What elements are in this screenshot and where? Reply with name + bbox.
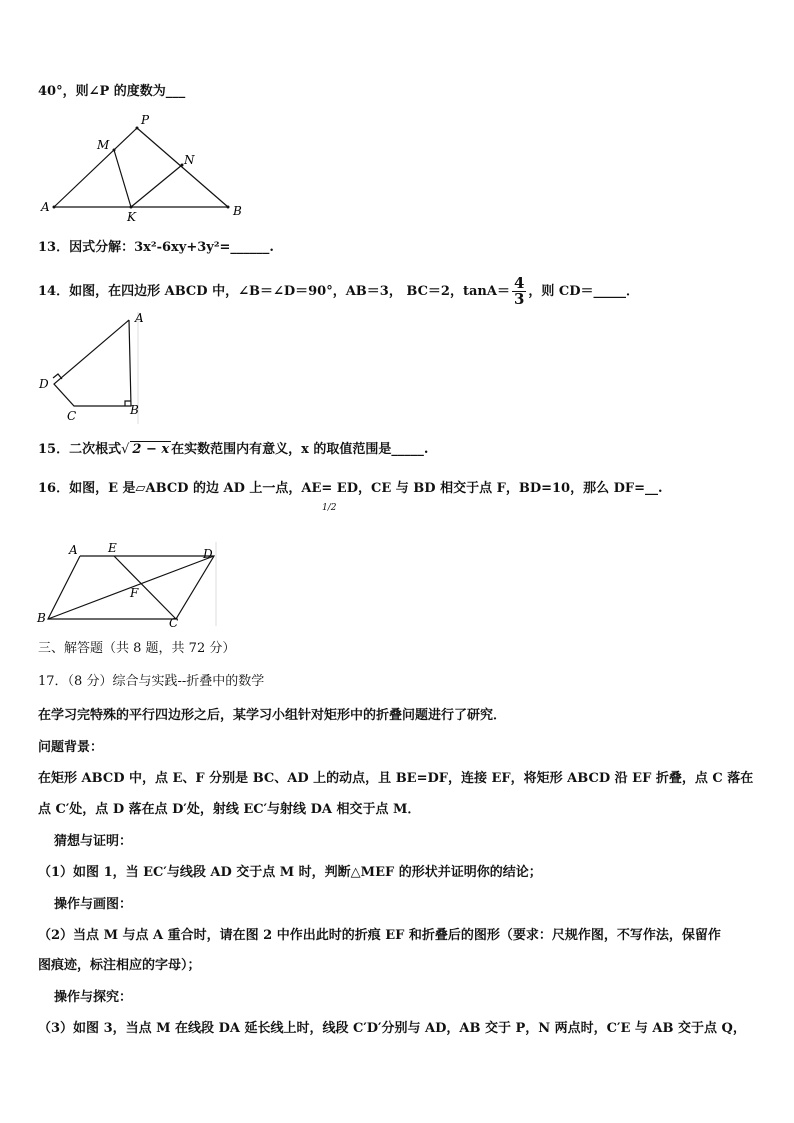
q14-blank: _____ [593, 284, 627, 299]
label-b: B [233, 204, 242, 218]
label-c: C [169, 616, 179, 630]
q13-blank: ______ [230, 240, 270, 255]
label-p: P [141, 113, 150, 127]
q16-end: . [658, 481, 663, 496]
q16-half-fraction: 1/2 [322, 503, 337, 513]
q14-fraction [512, 276, 526, 307]
question-13 [38, 240, 274, 256]
label-f: F [130, 586, 139, 600]
label-n: N [184, 153, 195, 167]
figure-parallelogram-abcd [34, 538, 224, 630]
label-d: D [203, 547, 213, 561]
q13-text: 13．因式分解：3x²-6xy+3y²= [38, 240, 231, 255]
q15-end: . [423, 442, 429, 457]
q17-part3-label: 操作与探究： [54, 990, 133, 1005]
q15-post: 在实数范围内有意义，x 的取值范围是 [171, 442, 392, 457]
q17-title: 17．（8 分）综合与实践--折叠中的数学 [38, 674, 265, 689]
q14-post: ，则 CD＝ [528, 284, 594, 299]
q17-part2-1: （2）当点 M 与点 A 重合时，请在图 2 中作出此时的折痕 EF 和折叠后的图形（要求：尺规作图，不写作法，保留作 [38, 928, 721, 943]
q16-text: 16．如图，E 是▱ABCD 的边 AD 上一点，AE= ED，CE 与 BD 相交于点 F，BD=10，那么 DF= [38, 481, 646, 496]
label-a: A [135, 311, 144, 325]
q12-text [38, 84, 185, 100]
label-b: B [130, 403, 139, 417]
label-a: A [69, 543, 78, 557]
q14-num: 4 [513, 274, 525, 292]
q17-background-1: 在矩形 ABCD 中，点 E、F 分别是 BC、AD 上的动点，且 BE=DF，连接 EF，将矩形 ABCD 沿 EF 折叠，点 C 落在 [38, 771, 754, 786]
q17-background-2: 点 C′处，点 D 落在点 D′处，射线 EC′与射线 DA 相交于点 M． [38, 802, 421, 817]
label-k: K [127, 210, 136, 224]
q17-part2-label: 操作与画图： [54, 897, 133, 912]
label-m: M [97, 138, 110, 152]
q15-pre: 15．二次根式 [38, 442, 122, 457]
figure-triangle-apb [36, 108, 256, 228]
question-15: 15．二次根式√ 2 − x 在实数范围内有意义，x 的取值范围是_____. [38, 442, 429, 457]
label-e: E [108, 541, 117, 555]
q12-tail: 40°，则∠P 的度数为 [38, 84, 166, 99]
q17-part3: （3）如图 3，当点 M 在线段 DA 延长线上时，线段 C′D′分别与 AD，AB 交于 P，N 两点时，C′E 与 AB 交于点 Q， [38, 1021, 746, 1036]
q12-blank: ___ [165, 84, 186, 99]
q13-end: . [269, 240, 274, 255]
q15-radicand: 2 − x [132, 442, 170, 457]
q14-den: 3 [513, 290, 525, 308]
label-a: A [41, 200, 50, 214]
q17-part1: （1）如图 1，当 EC′与线段 AD 交于点 M 时，判断△MEF 的形状并证明你的结论； [38, 865, 542, 880]
q17-background-label: 问题背景： [38, 740, 104, 755]
q14-pre: 14．如图，在四边形 ABCD 中，∠B＝∠D＝90°，AB＝3， BC＝2，tanA＝ [38, 284, 510, 299]
label-d: D [39, 377, 49, 391]
q17-part2-2: 图痕迹，标注相应的字母）； [38, 958, 201, 973]
q17-intro: 在学习完特殊的平行四边形之后，某学习小组针对矩形中的折叠问题进行了研究． [38, 708, 507, 723]
section-3-heading: 三、解答题（共 8 题，共 72 分） [38, 641, 236, 656]
label-b: B [37, 611, 46, 625]
q17-part1-label: 猜想与证明： [54, 834, 133, 849]
q16-blank: __ [645, 481, 659, 496]
q15-blank: _____ [391, 442, 424, 457]
label-c: C [67, 409, 77, 423]
q14-end: ． [626, 284, 640, 299]
question-14 [38, 276, 639, 307]
figure-quadrilateral-abcd [34, 308, 154, 426]
question-16 [38, 481, 663, 497]
